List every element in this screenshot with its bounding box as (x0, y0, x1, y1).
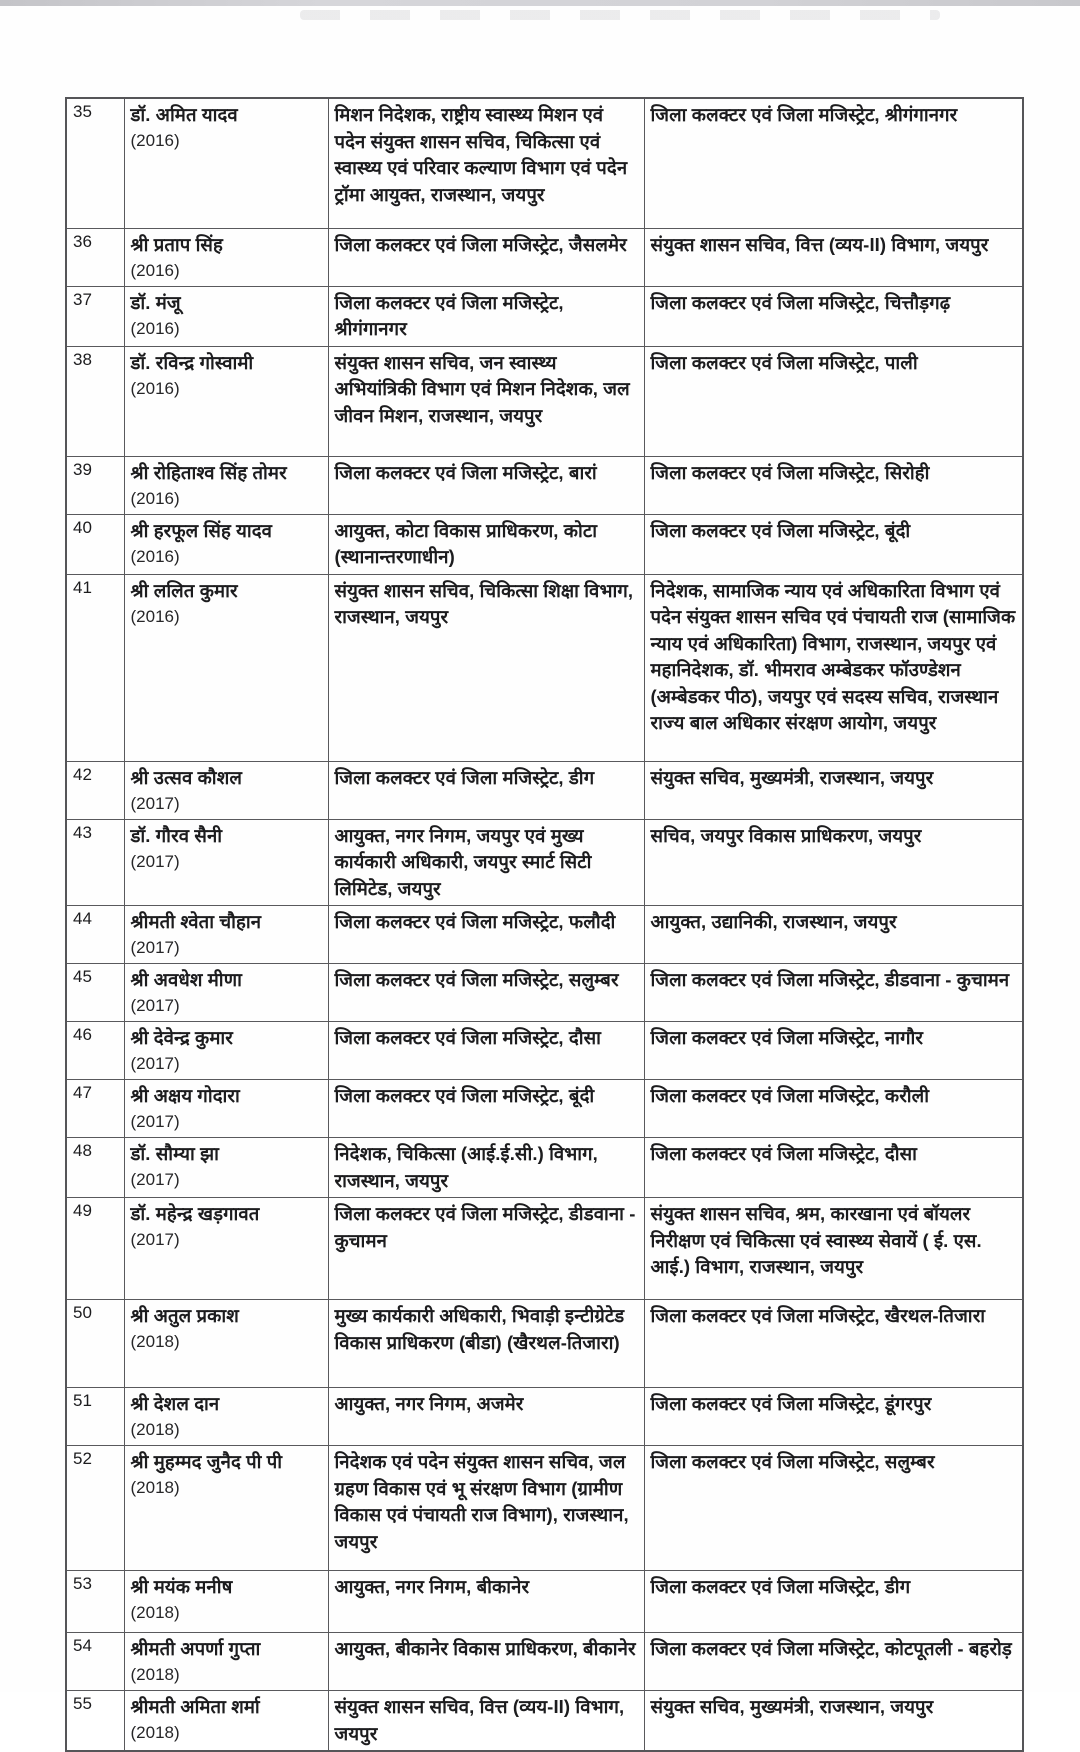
table-row (66, 346, 1023, 456)
officer-name: श्री रोहिताश्व सिंह तोमर (130, 461, 287, 483)
table-row (66, 1388, 1023, 1446)
officer-batch-year: (2016) (130, 606, 180, 626)
row-number: 48 (66, 1138, 124, 1198)
officer-name: श्री मुहम्मद जुनैद पी पी (130, 1451, 283, 1472)
officer-batch-year: (2018) (130, 1332, 180, 1351)
new-posting: जिला कलक्टर एवं जिला मजिस्ट्रेट, सलुम्बर (644, 1446, 1023, 1571)
officer-name: श्री हरफूल सिंह यादव (130, 519, 273, 541)
officer-name: डॉ. अमित यादव (130, 104, 238, 125)
officer-name: श्रीमती अपर्णा गुप्ता (130, 1638, 261, 1659)
row-number: 43 (66, 819, 124, 906)
officer-name: डॉ. रविन्द्र गोस्वामी (130, 351, 254, 373)
current-posting: निदेशक एवं पदेन संयुक्त शासन सचिव, जल ग्रहण विकास एवं भू संरक्षण विभाग (ग्रामीण विकास एवं पंचायती राज विभाग), राजस्थान, जयपुर (328, 1446, 644, 1571)
new-posting: जिला कलक्टर एवं जिला मजिस्ट्रेट, बूंदी (644, 514, 1023, 574)
new-posting: जिला कलक्टर एवं जिला मजिस्ट्रेट, सिरोही (644, 456, 1023, 514)
scan-artifact-top-edge (0, 0, 1080, 6)
row-number: 39 (66, 456, 124, 514)
current-posting: आयुक्त, नगर निगम, अजमेर (328, 1388, 644, 1446)
officer-batch-year: (2018) (130, 1478, 180, 1497)
officer-batch-year: (2017) (130, 851, 180, 871)
row-number: 52 (66, 1446, 124, 1571)
new-posting: सचिव, जयपुर विकास प्राधिकरण, जयपुर (644, 819, 1023, 906)
table-row (66, 98, 1023, 228)
officer-batch-year: (2016) (130, 260, 180, 280)
row-number: 37 (66, 286, 124, 346)
row-number: 44 (66, 906, 124, 964)
table-row (66, 1446, 1023, 1571)
current-posting: संयुक्त शासन सचिव, वित्त (व्यय-II) विभाग, जयपुर (328, 1691, 644, 1752)
officer-name: श्रीमती श्वेता चौहान (130, 911, 262, 932)
row-number: 36 (66, 228, 124, 286)
row-number: 54 (66, 1633, 124, 1691)
new-posting: जिला कलक्टर एवं जिला मजिस्ट्रेट, खैरथल-तिजारा (644, 1300, 1023, 1388)
new-posting: जिला कलक्टर एवं जिला मजिस्ट्रेट, डीग (644, 1571, 1023, 1633)
new-posting: जिला कलक्टर एवं जिला मजिस्ट्रेट, नागौर (644, 1022, 1023, 1080)
current-posting: जिला कलक्टर एवं जिला मजिस्ट्रेट, बारां (328, 456, 644, 514)
officer-batch-year: (2016) (130, 378, 180, 398)
new-posting: जिला कलक्टर एवं जिला मजिस्ट्रेट, दौसा (644, 1138, 1023, 1198)
table-row (66, 1571, 1023, 1633)
scan-artifact-ghost-text (300, 10, 940, 20)
officer-batch-year: (2016) (130, 488, 180, 508)
new-posting: जिला कलक्टर एवं जिला मजिस्ट्रेट, करौली (644, 1080, 1023, 1138)
officer-name: श्री देवेन्द्र कुमार (130, 1027, 233, 1048)
officer-name: श्री उत्सव कौशल (130, 766, 243, 788)
officer-name: श्री मयंक मनीष (130, 1576, 233, 1597)
table-row (66, 228, 1023, 286)
row-number: 47 (66, 1080, 124, 1138)
table-row (66, 1300, 1023, 1388)
current-posting: जिला कलक्टर एवं जिला मजिस्ट्रेट, डीग (328, 761, 644, 819)
officer-name: डॉ. सौम्या झा (130, 1143, 220, 1164)
new-posting: निदेशक, सामाजिक न्याय एवं अधिकारिता विभाग एवं पदेन संयुक्त शासन सचिव एवं पंचायती राज (सामाजिक न्याय एवं अधिकारिता) विभाग, राजस्थान, जयपुर एवं महानिदेशक, डॉ. भीमराव अम्बेडकर फॉउण्डेशन (अम्बेडकर पीठ), जयपुर एवं सदस्य सचिव, राजस्थान राज्य बाल अधिकार संरक्षण आयोग, जयपुर (644, 574, 1023, 761)
table-row (66, 819, 1023, 906)
row-number: 51 (66, 1388, 124, 1446)
officer-batch-year: (2016) (130, 546, 180, 566)
current-posting: मिशन निदेशक, राष्ट्रीय स्वास्थ्य मिशन एवं पदेन संयुक्त शासन सचिव, चिकित्सा एवं स्वास्थ्य एवं परिवार कल्याण विभाग एवं पदेन ट्रॉमा आयुक्त, राजस्थान, जयपुर (328, 98, 644, 228)
table-row (66, 761, 1023, 819)
table-row (66, 964, 1023, 1022)
current-posting: जिला कलक्टर एवं जिला मजिस्ट्रेट, डीडवाना - कुचामन (328, 1198, 644, 1300)
row-number: 45 (66, 964, 124, 1022)
row-number: 50 (66, 1300, 124, 1388)
officer-batch-year: (2017) (130, 1230, 180, 1249)
officer-batch-year: (2017) (130, 1054, 180, 1073)
current-posting: आयुक्त, कोटा विकास प्राधिकरण, कोटा (स्थानान्तरणाधीन) (328, 514, 644, 574)
table-row (66, 1080, 1023, 1138)
officer-name: डॉ. मंजू (130, 291, 181, 313)
officer-batch-year: (2018) (130, 1665, 180, 1684)
new-posting: जिला कलक्टर एवं जिला मजिस्ट्रेट, चित्तौड़गढ़ (644, 286, 1023, 346)
table-row (66, 456, 1023, 514)
new-posting: संयुक्त सचिव, मुख्यमंत्री, राजस्थान, जयपुर (644, 1691, 1023, 1752)
current-posting: आयुक्त, नगर निगम, बीकानेर (328, 1571, 644, 1633)
officer-name: श्री अतुल प्रकाश (130, 1305, 239, 1326)
table-row (66, 1691, 1023, 1752)
table-row (66, 1633, 1023, 1691)
table-row (66, 906, 1023, 964)
officer-batch-year: (2017) (130, 996, 180, 1015)
new-posting: जिला कलक्टर एवं जिला मजिस्ट्रेट, कोटपूतली - बहरोड़ (644, 1633, 1023, 1691)
new-posting: जिला कलक्टर एवं जिला मजिस्ट्रेट, डूंगरपुर (644, 1388, 1023, 1446)
officer-name: श्री अवधेश मीणा (130, 969, 242, 990)
table-row (66, 1138, 1023, 1198)
current-posting: जिला कलक्टर एवं जिला मजिस्ट्रेट, दौसा (328, 1022, 644, 1080)
new-posting: जिला कलक्टर एवं जिला मजिस्ट्रेट, पाली (644, 346, 1023, 456)
officer-name: श्री प्रताप सिंह (130, 233, 223, 255)
row-number: 38 (66, 346, 124, 456)
new-posting: संयुक्त शासन सचिव, श्रम, कारखाना एवं बॉयलर निरीक्षण एवं चिकित्सा एवं स्वास्थ्य सेवायें ( ई. एस. आई.) विभाग, राजस्थान, जयपुर (644, 1198, 1023, 1300)
row-number: 49 (66, 1198, 124, 1300)
current-posting: निदेशक, चिकित्सा (आई.ई.सी.) विभाग, राजस्थान, जयपुर (328, 1138, 644, 1198)
officer-name: श्री अक्षय गोदारा (130, 1085, 240, 1106)
table-row (66, 1022, 1023, 1080)
row-number: 46 (66, 1022, 124, 1080)
row-number: 35 (66, 98, 124, 228)
officer-name: श्री ललित कुमार (130, 579, 238, 601)
officer-batch-year: (2017) (130, 1112, 180, 1131)
table-row (66, 1198, 1023, 1300)
officer-batch-year: (2016) (130, 318, 180, 338)
current-posting: जिला कलक्टर एवं जिला मजिस्ट्रेट, फलौदी (328, 906, 644, 964)
officer-name: श्रीमती अमिता शर्मा (130, 1696, 260, 1717)
officer-name: डॉ. महेन्द्र खड़गावत (130, 1203, 260, 1224)
current-posting: जिला कलक्टर एवं जिला मजिस्ट्रेट, जैसलमेर (328, 228, 644, 286)
current-posting: जिला कलक्टर एवं जिला मजिस्ट्रेट, श्रीगंगानगर (328, 286, 644, 346)
officer-transfer-table (65, 97, 1024, 1752)
current-posting: आयुक्त, नगर निगम, जयपुर एवं मुख्य कार्यकारी अधिकारी, जयपुर स्मार्ट सिटी लिमिटेड, जयपुर (328, 819, 644, 906)
officer-name: डॉ. गौरव सैनी (130, 824, 223, 846)
new-posting: संयुक्त शासन सचिव, वित्त (व्यय-II) विभाग, जयपुर (644, 228, 1023, 286)
current-posting: जिला कलक्टर एवं जिला मजिस्ट्रेट, बूंदी (328, 1080, 644, 1138)
row-number: 41 (66, 574, 124, 761)
row-number: 42 (66, 761, 124, 819)
officer-batch-year: (2018) (130, 1603, 180, 1622)
current-posting: आयुक्त, बीकानेर विकास प्राधिकरण, बीकानेर (328, 1633, 644, 1691)
row-number: 53 (66, 1571, 124, 1633)
table-row (66, 574, 1023, 761)
current-posting: जिला कलक्टर एवं जिला मजिस्ट्रेट, सलुम्बर (328, 964, 644, 1022)
row-number: 40 (66, 514, 124, 574)
row-number: 55 (66, 1691, 124, 1752)
current-posting: मुख्य कार्यकारी अधिकारी, भिवाड़ी इन्टीग्रेटेड विकास प्राधिकरण (बीडा) (खैरथल-तिजारा) (328, 1300, 644, 1388)
new-posting: संयुक्त सचिव, मुख्यमंत्री, राजस्थान, जयपुर (644, 761, 1023, 819)
officer-name: श्री देशल दान (130, 1393, 220, 1414)
officer-batch-year: (2017) (130, 1170, 180, 1189)
officer-batch-year: (2017) (130, 938, 180, 957)
current-posting: संयुक्त शासन सचिव, जन स्वास्थ्य अभियांत्रिकी विभाग एवं मिशन निदेशक, जल जीवन मिशन, राजस्थान, जयपुर (328, 346, 644, 456)
officer-batch-year: (2018) (130, 1420, 180, 1439)
officer-batch-year: (2018) (130, 1723, 180, 1742)
new-posting: आयुक्त, उद्यानिकी, राजस्थान, जयपुर (644, 906, 1023, 964)
table-row (66, 286, 1023, 346)
officer-batch-year: (2016) (130, 131, 180, 150)
new-posting: जिला कलक्टर एवं जिला मजिस्ट्रेट, डीडवाना - कुचामन (644, 964, 1023, 1022)
officer-batch-year: (2017) (130, 793, 180, 813)
new-posting: जिला कलक्टर एवं जिला मजिस्ट्रेट, श्रीगंगानगर (644, 98, 1023, 228)
current-posting: संयुक्त शासन सचिव, चिकित्सा शिक्षा विभाग, राजस्थान, जयपुर (328, 574, 644, 761)
table-row (66, 514, 1023, 574)
officer-table-body (66, 98, 1023, 1751)
